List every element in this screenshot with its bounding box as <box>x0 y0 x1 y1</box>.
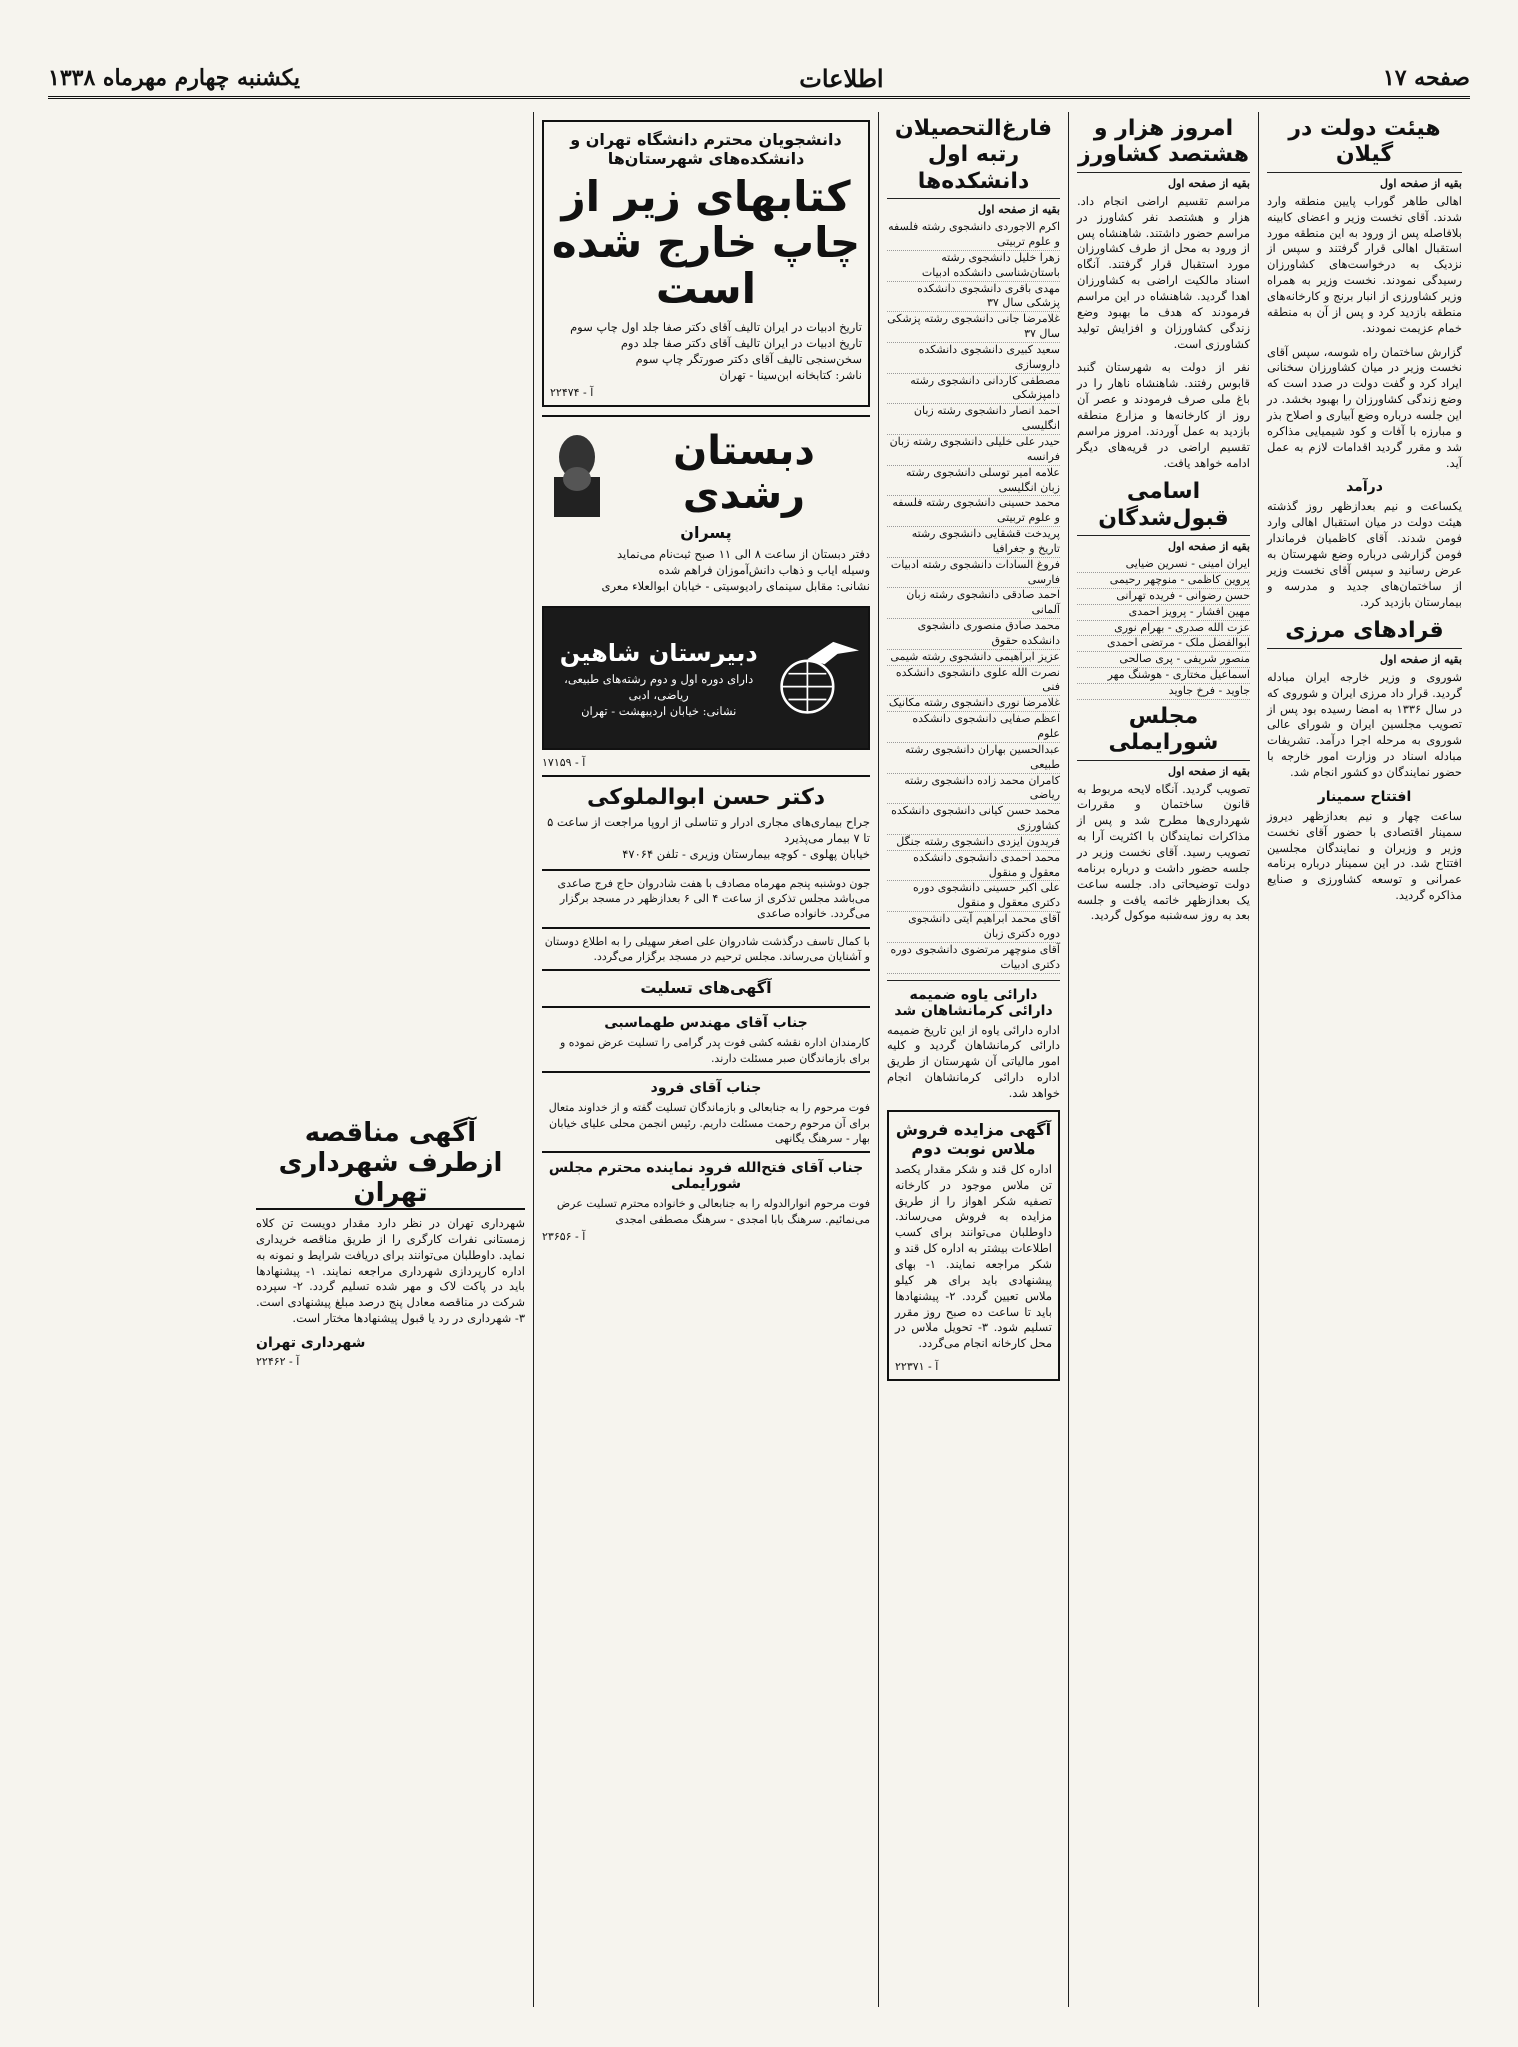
list-item: غلامرضا نوری دانشجوی رشته مکانیک <box>887 696 1060 712</box>
ad-code: آ - ۲۲۴۷۴ <box>550 385 594 399</box>
list-item: ایران امینی - نسرین ضیایی <box>1077 557 1250 573</box>
ad-code: آ - ۲۲۳۷۱ <box>895 1360 939 1374</box>
list-item: عزت الله صدری - بهرام نوری <box>1077 621 1250 637</box>
list-item: مهین افشار - پرویز احمدی <box>1077 605 1250 621</box>
notice-text: فوت مرحوم انوارالدوله را به جنابعالی و خانواده محترم تسلیت عرض می‌نمائیم. سرهنگ بابا امجدی - سرهنگ مصطفی امجدی <box>556 1197 870 1226</box>
list-item: غلامرضا جانی دانشجوی رشته پزشکی سال ۳۷ <box>887 312 1060 343</box>
article-body: نفر از دولت به شهرستان گنبد قابوس رفتند. شاهنشاه ناهار را در باغ ملی صرف فرمودند و عصر آن روز از کارخانه‌ها و مزارع منطقه بازدید به عمل آوردند. امروز مراسم تقسیم اراضی در قریه‌های دیگر ادامه خواهد یافت. <box>1077 360 1250 470</box>
ad-line: نشانی: خیابان اردیبهشت - تهران <box>581 704 737 719</box>
list-item: کامران محمد زاده دانشجوی رشته ریاضی <box>887 774 1060 805</box>
list-item: پروین کاظمی - منوچهر رحیمی <box>1077 573 1250 589</box>
columns <box>48 112 1470 2007</box>
continued-label: بقیه از صفحه اول <box>1168 176 1250 190</box>
article-body: گزارش ساختمان راه شوسه، سپس آقای نخست وزیر در میان کشاورزان سخنانی ایراد کرد و گفت دولت در صدد است که وضع زندگی کشاورزان را بهبود بخشد. در این جلسه درباره وضع آبیاری و اصلاح بذر و مبارزه با آفات و کود شیمیایی مذاکره شد و مقرر گردید اقدامات لازم به عمل آید. <box>1267 344 1462 470</box>
list-item: عبدالحسین بهاران دانشجوی رشته طبیعی <box>887 743 1060 774</box>
notice-title: جناب آقای فتح‌الله فرود نماینده محترم مجلس شورایملی <box>548 1160 864 1193</box>
column-3 <box>878 112 1068 2007</box>
continued-label: بقیه از صفحه اول <box>1168 764 1250 778</box>
article-body: تصویب گردید. آنگاه لایحه مربوط به قانون ساختمان و مقررات شهرداری‌ها مطرح شد و پس از مذاکرات نمایندگان با اکثریت آرا به تصویب رسید. آقای نخست وزیر در جلسه حضور داشت و درباره برنامه دولت توضیحاتی داد. جلسه ساعت یک بعدازظهر خاتمه یافت و جلسه بعد به روز سه‌شنبه موکول گردید. <box>1077 781 1250 923</box>
condolence-notice <box>542 1151 870 1248</box>
school-ad <box>542 415 870 600</box>
shahin-school-ad <box>542 606 870 750</box>
headline-accepted-names: اسامی قبول‌شدگان <box>1077 479 1250 536</box>
column-1 <box>1258 112 1470 2007</box>
continued-label: بقیه از صفحه اول <box>1380 652 1462 666</box>
article-body: یکساعت و نیم بعدازظهر روز گذشته هیئت دولت در میان استقبال اهالی وارد فومن شدند. آقای کاظمیان فرماندار فومن گزارشی درباره وضع شهرستان به عرض رسانید و سپس آقای نخست وزیر از ساختمان‌های جدید و مدرسه و بیمارستان بازدید کرد. <box>1267 499 1462 609</box>
notice-text: با کمال تاسف درگذشت شادروان علی اصغر سهیلی را به اطلاع دوستان و آشنایان می‌رساند. مجلس ترحیم در مسجد برگزار می‌گردد. <box>544 934 870 964</box>
school2-title: دبیرستان شاهین <box>559 639 758 668</box>
ad-line: جراح بیماری‌های مجاری ادرار و تناسلی از اروپا مراجعت از ساعت ۵ تا ۷ بیمار می‌پذیرد <box>547 815 870 846</box>
book-ad <box>542 120 870 407</box>
list-item: حیدر علی خلیلی دانشجوی رشته زبان فرانسه <box>887 435 1060 466</box>
column-4 <box>533 112 878 2007</box>
ad-line: تاریخ ادبیات در ایران تالیف آقای دکتر صفا جلد دوم <box>620 335 862 350</box>
continued-label: بقیه از صفحه اول <box>1168 540 1250 554</box>
headline-graduates: فارغ‌التحصیلان رتبه اول دانشکده‌ها <box>887 116 1060 199</box>
list-item: محمد حسن کیانی دانشجوی دانشکده کشاورزی <box>887 804 1060 835</box>
doctor-ad <box>542 775 870 868</box>
list-item: احمد صادقی دانشجوی رشته زبان آلمانی <box>887 588 1060 619</box>
school-subtitle: پسران <box>680 522 732 542</box>
ad-big-text: کتابهای زیر از چاپ خارج شده است <box>551 172 861 314</box>
subheading: دارائی یاوه ضمیمه دارائی کرمانشاهان شد <box>894 986 1053 1019</box>
doctor-name: دکتر حسن ابوالملوکی <box>586 785 826 811</box>
list-item: اکرم الاجوردی دانشجوی رشته فلسفه و علوم تربیتی <box>887 220 1060 251</box>
article-body: اهالی طاهر گوراب پایین منطقه وارد شدند. آقای نخست وزیر و اعضای کابینه بلافاصله پس از ورود به این منطقه مورد استقبال اهالی قرار گرفتند و سپس از نزدیک به درخواست‌های کشاورزان رسیدگی نمودند. نخست وزیر به همراه وزیر کشاورزی از انبار برنج و کارخانه‌های منطقه بازدید کرد و پس از آن به منطقه خمام عزیمت نمودند. <box>1267 193 1462 335</box>
list-item: مصطفی کاردانی دانشجوی رشته دامپزشکی <box>887 374 1060 405</box>
ad-line: دارای دوره اول و دوم رشته‌های طبیعی، ریاضی، ادبی <box>564 672 754 703</box>
notice-text: فوت مرحوم را به جنابعالی و بازماندگان تسلیت گفته و از خداوند متعال برای آن مرحوم رحمت مسئلت داریم. رئیس انجمن محلی علیای خیابان بهار - سرهنگ یگانهی <box>548 1101 870 1146</box>
condolence-notice <box>542 927 870 970</box>
ad-line: ناشر: کتابخانه ابن‌سینا - تهران <box>719 367 862 382</box>
list-item: ابوالفضل ملک - مرتضی احمدی <box>1077 636 1250 652</box>
newspaper-name: اطلاعات <box>799 63 884 93</box>
article-body: شوروی و وزیر خارجه ایران مبادله گردید. قرار داد مرزی ایران و شوروی که در سال ۱۳۳۶ به امضا رسیده بود پس از تصویب مجلسین ایران و شورای عالی شوروی به مرحله اجرا درآمد. تشریفات مبادله اسناد در وزارت امور خارجه با حضور نمایندگان دو کشور انجام شد. <box>1267 669 1462 779</box>
ad-title: آگهی مزایده فروش ملاس نوبت دوم <box>895 1119 1052 1158</box>
list-item: آقای محمد ابراهیم آیتی دانشجوی دوره دکتری زبان <box>887 912 1060 943</box>
list-item: محمد احمدی دانشجوی دانشکده معقول و منقول <box>887 851 1060 882</box>
spacer <box>256 112 525 1112</box>
continued-label: بقیه از صفحه اول <box>1380 176 1462 190</box>
headline-farmers: امروز هزار و هشتصد کشاورز <box>1077 116 1250 173</box>
list-item: احمد انصار دانشجوی رشته زبان انگلیسی <box>887 404 1060 435</box>
ad-line: خیابان پهلوی - کوچه بیمارستان وزیری - تلفن ۴۷۰۶۴ <box>622 847 870 862</box>
column-2 <box>1068 112 1258 2007</box>
article-body: مراسم تقسیم اراضی انجام داد. هزار و هشتصد نفر کشاورز در مراسم حضور داشتند. شاهنشاه پس از ورود به محل از طرف کشاورزان مورد استقبال قرار گرفتند. آنگاه اسناد مالکیت اراضی به کشاورزان اهدا گردید. شاهنشاه در این مراسم فرمودند که هدف ما بهبود وضع زندگی کشاورزان و افزایش تولید کشاورزی است. <box>1077 193 1250 351</box>
list-item: محمد حسینی دانشجوی رشته فلسفه و علوم تربیتی <box>887 496 1060 527</box>
list-item: اعظم صفایی دانشجوی دانشکده علوم <box>887 712 1060 743</box>
list-item: آقای منوچهر مرتضوی دانشجوی دوره دکتری ادبیات <box>887 943 1060 974</box>
signature: شهرداری تهران <box>256 1335 366 1352</box>
continued-label: بقیه از صفحه اول <box>978 203 1060 217</box>
condolence-notice <box>542 869 870 927</box>
subheading: درآمد <box>1346 479 1383 496</box>
condolence-notice <box>542 1071 870 1151</box>
notice-text: جون دوشنبه پنجم مهرماه مصادف با هفت شادروان حاج فرج صاعدی می‌باشد مجلس تذکری از ساعت ۴ الی ۶ بعدازظهر در مسجد برگزار می‌گردد. خانواده صاعدی <box>557 876 870 921</box>
list-item: علامه امیر توسلی دانشجوی رشته زبان انگلیسی <box>887 466 1060 497</box>
subheading: افتتاح سمینار <box>1317 788 1412 805</box>
list-item: فروغ السادات دانشجوی رشته ادبیات فارسی <box>887 558 1060 589</box>
graduates-list <box>887 220 1060 973</box>
ad-body: اداره کل قند و شکر مقدار یکصد تن ملاس موجود در کارخانه تصفیه شکر اهواز را از طریق مزایده به فروش می‌رساند. داوطلبان می‌توانند برای کسب اطلاعات بیشتر به اداره کل قند و شکر مراجعه نمایند. ۱- بهای پیشنهادی باید برای هر کیلو ملاس تعیین گردد. ۲- پیشنهادها باید تا ساعت ده صبح روز مقرر تسلیم شود. ۳- تحویل ملاس در محل کارخانه انجام می‌گردد. <box>895 1161 1052 1351</box>
names-list <box>1077 557 1250 700</box>
auction-ad <box>887 1110 1060 1381</box>
masthead <box>48 60 1470 99</box>
list-item: علی اکبر حسینی دانشجوی دوره دکتری معقول و منقول <box>887 881 1060 912</box>
ad-code: آ - ۲۳۶۵۶ <box>542 1230 586 1244</box>
list-item: پریدخت قشقایی دانشجوی رشته تاریخ و جغرافیا <box>887 527 1060 558</box>
condolence-notice <box>542 1006 870 1071</box>
page-number: صفحه ۱۷ <box>1382 65 1470 91</box>
list-item: عزیز ابراهیمی دانشجوی رشته شیمی <box>887 650 1060 666</box>
ad-code: آ - ۲۲۴۶۲ <box>256 1355 300 1369</box>
ad-line: تاریخ ادبیات در ایران تالیف آقای دکتر صفا جلد اول چاپ سوم <box>570 319 862 334</box>
ad-line: دفتر دبستان از ساعت ۸ الی ۱۱ صبح ثبت‌نام می‌نماید <box>616 546 870 561</box>
article-body: ساعت چهار و نیم بعدازظهر دیروز سمینار اقتصادی با حضور آقای نخست وزیر و وزیران و نمایندگان مجلسین افتتاح شد. در این سمینار درباره برنامه عمرانی و توسعه کشاورزی و صنایع مذاکره گردید. <box>1267 808 1462 903</box>
list-item: زهرا خلیل دانشجوی رشته باستان‌شناسی دانشکده ادبیات <box>887 251 1060 282</box>
ad-line: وسیله ایاب و ذهاب دانش‌آموزان فراهم شده <box>658 563 870 578</box>
list-item: فریدون ایزدی دانشجوی رشته جنگل <box>887 835 1060 851</box>
notice-text: کارمندان اداره نقشه کشی فوت پدر گرامی را تسلیت عرض نموده و برای بازماندگان صبر مسئلت دارند. <box>559 1036 870 1065</box>
ad-code: آ - ۱۷۱۵۹ <box>542 756 586 770</box>
notice-title: جناب آقای مهندس طهماسبی <box>604 1015 808 1032</box>
globe-eagle-icon <box>773 628 868 728</box>
column-5 <box>248 112 533 2007</box>
ad-line: سخن‌سنجی تالیف آقای دکتر صورتگر چاپ سوم <box>635 351 862 366</box>
tender-headline: آگهی مناقصه ازطرف شهرداری تهران <box>256 1118 525 1210</box>
headline-parliament: مجلس شورایملی <box>1077 704 1250 761</box>
list-item: مهدی باقری دانشجوی دانشکده پزشکی سال ۳۷ <box>887 282 1060 313</box>
list-item: حسن رضوانی - فریده تهرانی <box>1077 589 1250 605</box>
ad-title: دانشجویان محترم دانشگاه تهران و دانشکده‌های شهرستان‌ها <box>570 130 842 168</box>
ad-line: نشانی: مقابل سینمای رادیوسیتی - خیابان ابوالعلاء معری <box>601 579 870 594</box>
article-body: اداره دارائی یاوه از این تاریخ ضمیمه دارائی کرمانشاهان گردید و کلیه امور مالیاتی آن شهرستان از طریق اداره دارائی کرمانشاهان انجام خواهد شد. <box>887 1022 1060 1100</box>
list-item: منصور شریفی - پری صالحی <box>1077 652 1250 668</box>
divider <box>887 980 1060 981</box>
issue-date: یکشنبه چهارم مهرماه ۱۳۳۸ <box>48 65 300 91</box>
headline-border-agreements: قرادهای مرزی <box>1267 618 1462 648</box>
school-title: دبستان رشدی <box>673 427 815 518</box>
list-item: جاوید - فرخ جاوید <box>1077 684 1250 700</box>
list-item: سعید کبیری دانشجوی دانشکده داروسازی <box>887 343 1060 374</box>
notice-title: جناب آقای فرود <box>650 1080 762 1097</box>
headline-cabinet-gilan: هیئت دولت در گیلان <box>1267 116 1462 173</box>
list-item: نصرت الله علوی دانشجوی دانشکده فنی <box>887 666 1060 697</box>
notice-title: آگهی‌های تسلیت <box>640 978 772 998</box>
list-item: اسماعیل مختاری - هوشنگ مهر <box>1077 668 1250 684</box>
tender-body: شهرداری تهران در نظر دارد مقدار دویست تن کلاه زمستانی نفرات کارگری را از طریق مناقصه خریداری نماید. داوطلبان می‌توانند برای دریافت شرایط و نمونه به اداره کارپردازی شهرداری مراجعه نمایند. ۱- پیشنهادها باید در پاکت لاک و مهر شده تسلیم گردد. ۲- سپرده شرکت در مناقصه معادل پنج درصد مبلغ پیشنهادی است. ۳- شهرداری در رد یا قبول پیشنهادها مختار است. <box>256 1216 526 1326</box>
list-item: محمد صادق منصوری دانشجوی دانشکده حقوق <box>887 619 1060 650</box>
condolence-notice <box>542 969 870 1006</box>
portrait-image <box>542 427 612 517</box>
